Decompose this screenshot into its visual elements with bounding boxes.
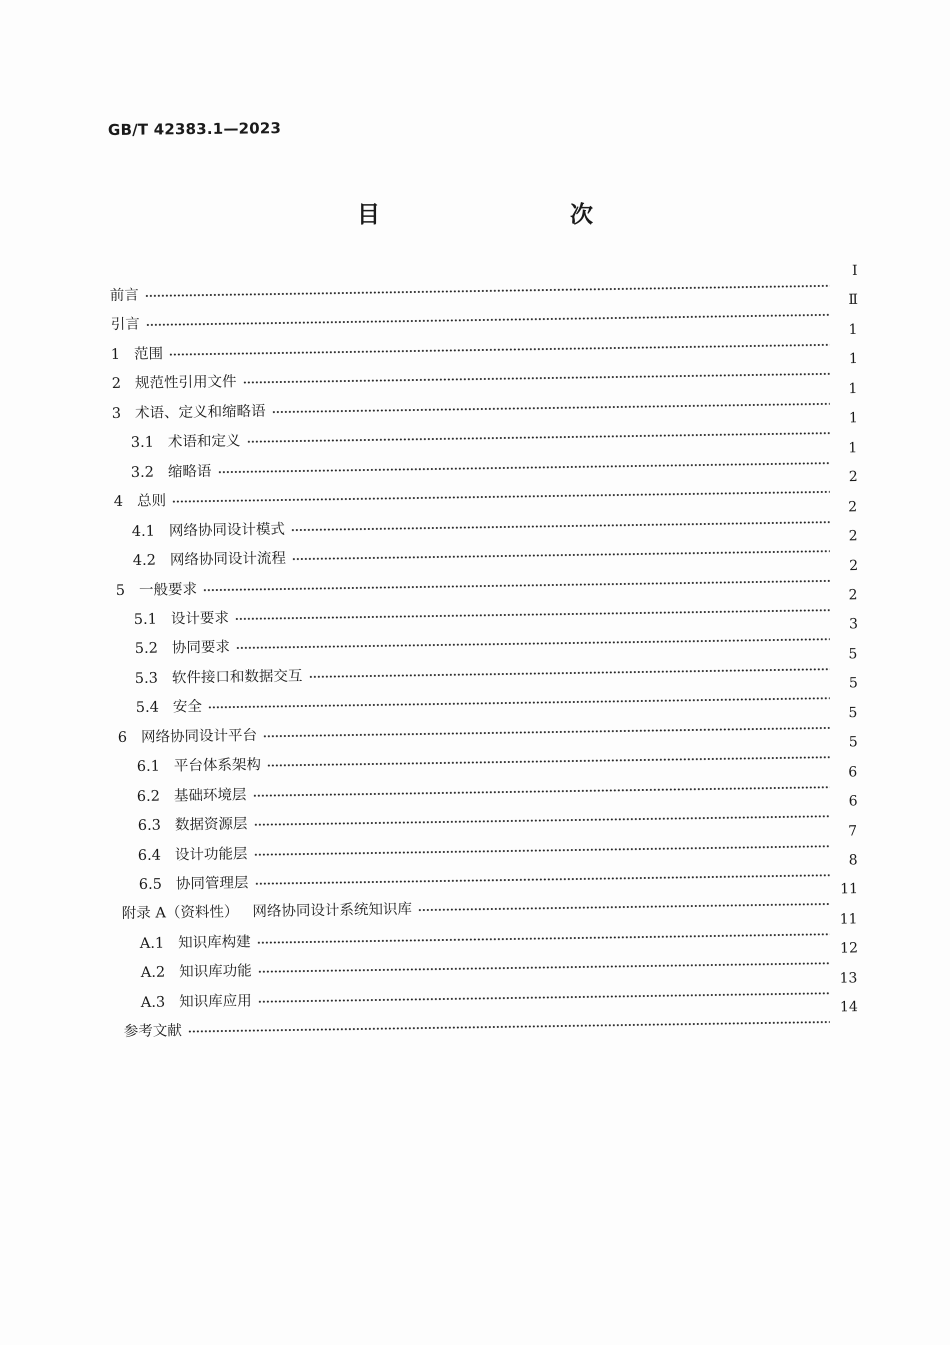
toc-entry-text: 范围 [134,346,164,363]
dot-leader [292,550,830,561]
dot-leader [417,903,829,912]
toc-entry-text: 网络协同设计系统知识库 [251,902,412,921]
toc-entry-label [138,815,248,835]
toc-entry-label [110,316,139,334]
toc-entry-text: 知识库应用 [179,993,252,1011]
toc-entry-number: 4 [113,494,124,511]
dot-leader [272,402,830,413]
dot-leader [203,579,830,591]
toc-entry-number: 5.1 [133,611,158,628]
toc-entry-page-number: 6 [848,763,858,781]
toc-entry-text: 软件接口和数据交互 [171,668,303,687]
toc-entry-label [141,992,252,1012]
toc-entry-number: 1 [110,346,121,363]
dot-leader [309,668,830,679]
toc-entry-number: 4.1 [132,523,156,540]
toc-entry-text: 一般要求 [138,581,197,599]
toc-entry-number: 附录 A（资料性） [121,904,239,923]
toc-entry-number: 2 [111,376,121,393]
toc-entry-number: 6.4 [138,847,162,864]
toc-entry-page-number: 5 [848,675,858,692]
toc-entry-label [134,639,229,658]
toc-entry-label [114,492,166,511]
toc-entry-page-number: 11 [839,911,858,928]
dot-leader [188,1021,830,1034]
toc-entry-text: 网络协同设计流程 [169,550,286,569]
toc-entry-text: 术语和定义 [167,433,241,451]
toc-entry-label [135,698,201,717]
dot-leader [257,962,830,973]
dot-leader [258,992,830,1003]
dot-leader [253,815,830,827]
dot-leader [254,844,830,856]
toc-entry-text: 设计功能层 [175,845,248,863]
dot-leader [145,284,830,297]
toc-entry-label [123,1022,181,1041]
dot-leader [169,343,830,356]
toc-entry-page-number: 2 [848,587,858,604]
toc-entry-number: 6.2 [137,788,161,805]
toc-entry-text: 平台体系架构 [173,757,261,775]
toc-entry-label [121,901,411,923]
toc-entry-label [137,786,247,806]
dot-leader [267,756,830,767]
toc-entry-label [110,287,139,305]
toc-entry-label [135,667,303,687]
toc-entry-label [140,933,251,953]
toc-entry-number: 5.3 [134,670,159,687]
toc-entry-text: 设计要求 [170,610,230,628]
toc-entry-page-number: 14 [839,999,858,1016]
toc-entry-label [130,433,240,453]
toc-entry-page-number: 1 [848,351,858,368]
toc-entry-page-number: 1 [848,321,858,338]
toc-entry-label [138,845,248,865]
toc-entry-label [139,874,249,894]
toc-entry-number: 5 [115,582,125,599]
dot-leader [145,314,829,327]
toc-entry-number: 3.1 [130,434,154,452]
toc-entry-page-number: 8 [848,852,858,869]
toc-entry-text: 知识库构建 [178,934,251,952]
toc-entry-page-number: Ⅱ [847,292,858,309]
toc-entry-label [134,610,229,629]
toc-entry-text: 网络协同设计平台 [141,727,258,746]
toc-entry-text: 基础环境层 [174,787,247,805]
toc-entry-text: 术语、定义和缩略语 [135,403,266,422]
dot-leader [254,874,829,886]
toc-entry-label [115,580,196,599]
toc-entry-number: 6.1 [136,758,160,776]
toc-entry-text: 总则 [136,493,167,510]
toc-entry-page-number: 13 [839,970,858,987]
toc-entry-number: A.1 [139,935,165,952]
toc-entry-number: 6 [117,729,128,746]
dot-leader [172,491,830,504]
standard-code: GB/T 42383.1—2023 [107,119,282,139]
toc-entry-number: 3 [111,405,122,422]
toc-entry-text: 参考文献 [123,1023,182,1041]
toc-entry-label [131,462,212,481]
toc-entry-text: 引言 [110,317,140,334]
dot-leader [253,785,830,797]
toc-entry-page-number: 5 [848,646,858,663]
toc-entry-number: A.2 [140,964,165,982]
toc-entry-label [112,403,266,423]
toc-entry-page-number: 2 [848,528,858,545]
toc-entry-label [132,520,285,540]
toc-entry-text: 缩略语 [168,463,212,481]
toc-entry-page-number: 2 [848,498,858,515]
toc-entry-page-number: 1 [848,380,858,397]
dot-leader [257,933,830,945]
toc-entry-text: 知识库功能 [178,963,252,981]
toc-entry-label [133,550,286,570]
toc-entry-page-number: 1 [848,410,858,427]
dot-leader [235,638,829,650]
toc-entry-label [137,756,261,776]
toc-entry-number: 4.2 [132,552,156,570]
toc-entry-label [111,373,236,393]
toc-entry-label [111,345,163,364]
toc-entry-number: 6.5 [138,876,163,894]
toc-entry-text: 前言 [109,287,139,305]
toc-entry-page-number: 5 [848,704,858,721]
toc-entry-text: 数据资源层 [174,816,248,834]
toc-entry-label [140,963,251,983]
dot-leader [242,373,830,385]
toc-entry-page-number: 6 [848,793,858,810]
toc-entry-text: 协同管理层 [175,875,249,893]
toc-entry-text: 协同要求 [171,639,230,657]
page-title: 目 次 [357,202,641,228]
toc-entry-page-number: 2 [848,469,858,486]
toc-entry-number: 5.4 [135,699,159,717]
toc-entry-page-number: 1 [848,439,858,457]
toc-entry-label [118,727,257,747]
toc-entry-page-number: 12 [839,940,858,957]
toc-entry-page-number: Ⅰ [851,262,858,279]
dot-leader [235,609,830,621]
toc-entry-number: 5.2 [134,641,158,658]
dot-leader [263,726,829,737]
toc-entry-text: 规范性引用文件 [134,374,237,392]
dot-leader [291,520,830,531]
toc-entry-page-number: 5 [848,734,858,751]
dot-leader [246,432,830,444]
toc-entry-text: 安全 [172,699,202,716]
toc-entry-page-number: 2 [848,557,858,574]
toc-entry-text: 网络协同设计模式 [169,521,286,540]
dot-leader [208,697,830,709]
toc-entry-page-number: 3 [848,616,858,633]
dot-leader [218,461,830,473]
toc-entry-page-number: 7 [848,822,858,840]
toc-entry-number: 6.3 [137,817,161,835]
toc-entry-number: 3.2 [131,464,155,481]
toc-entry-page-number: 11 [839,881,858,898]
toc-entry-number: A.3 [140,994,166,1011]
